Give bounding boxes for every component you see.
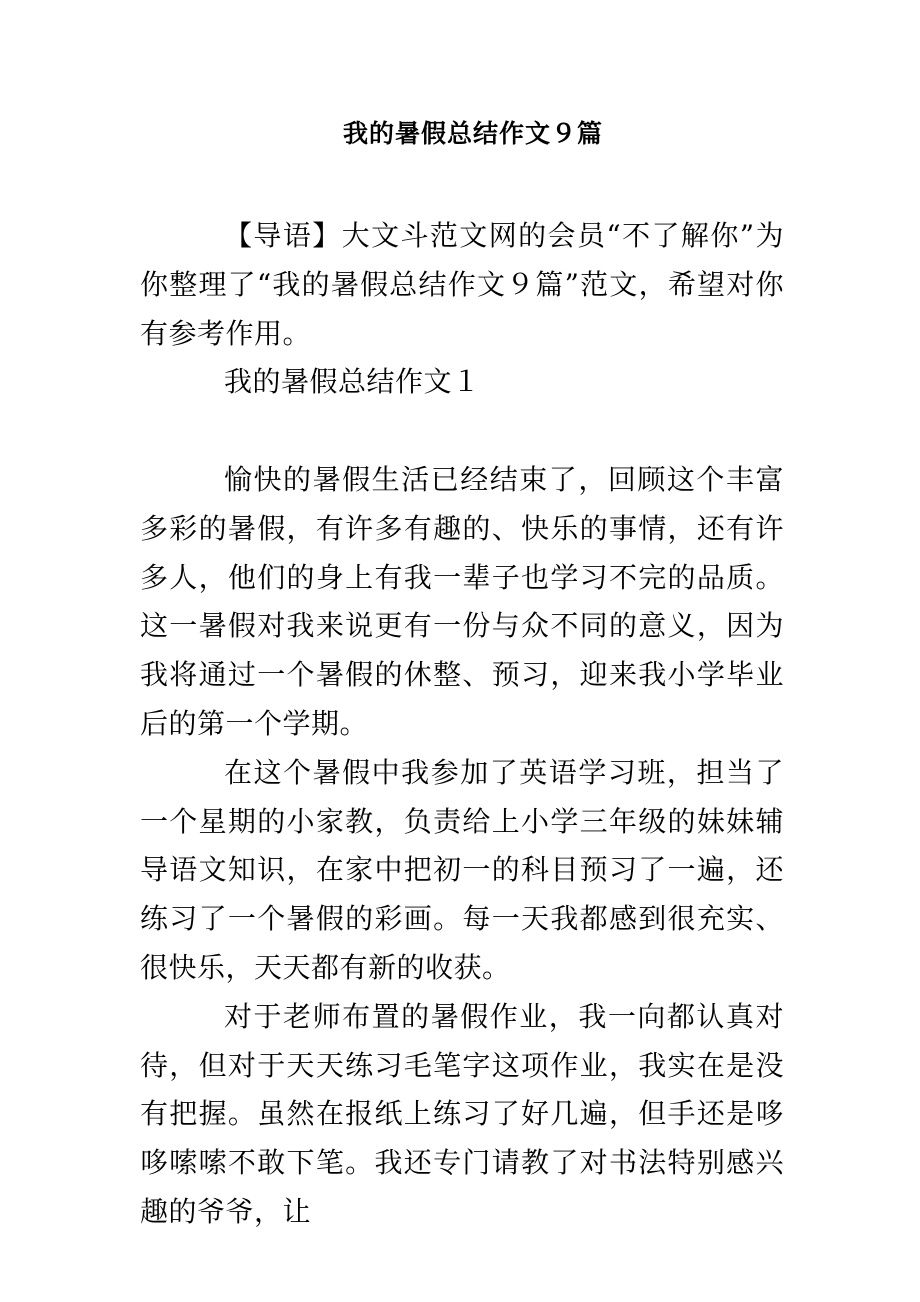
blank-line <box>140 407 784 456</box>
section-heading: 我的暑假总结作文１ <box>224 365 481 399</box>
document-body <box>140 212 784 1237</box>
body-paragraph-2: 在这个暑假中我参加了英语学习班，担当了一个星期的小家教，负责给上小学三年级的妹妹辅导语文知识，在家中把初一的科目预习了一遍，还练习了一个暑假的彩画。每一天我都感到很充实、很快乐，天天都有新的收获。 <box>140 755 784 984</box>
body-paragraph-3: 对于老师布置的暑假作业，我一向都认真对待，但对于天天练习毛笔字这项作业，我实在是没有把握。虽然在报纸上练习了好几遍，但手还是哆哆嗦嗦不敢下笔。我还专门请教了对书法特别感兴趣的爷爷，让 <box>140 999 784 1228</box>
intro-paragraph: 【导语】大文斗范文网的会员“不了解你”为你整理了“我的暑假总结作文９篇”范文，希望对你有参考作用。 <box>140 219 784 350</box>
body-paragraph-1: 愉快的暑假生活已经结束了，回顾这个丰富多彩的暑假，有许多有趣的、快乐的事情，还有许多人，他们的身上有我一辈子也学习不完的品质。这一暑假对我来说更有一份与众不同的意义，因为我将通过一个暑假的休整、预习，迎来我小学毕业后的第一个学期。 <box>140 462 784 740</box>
document-title: 我的暑假总结作文９篇 <box>342 119 603 148</box>
